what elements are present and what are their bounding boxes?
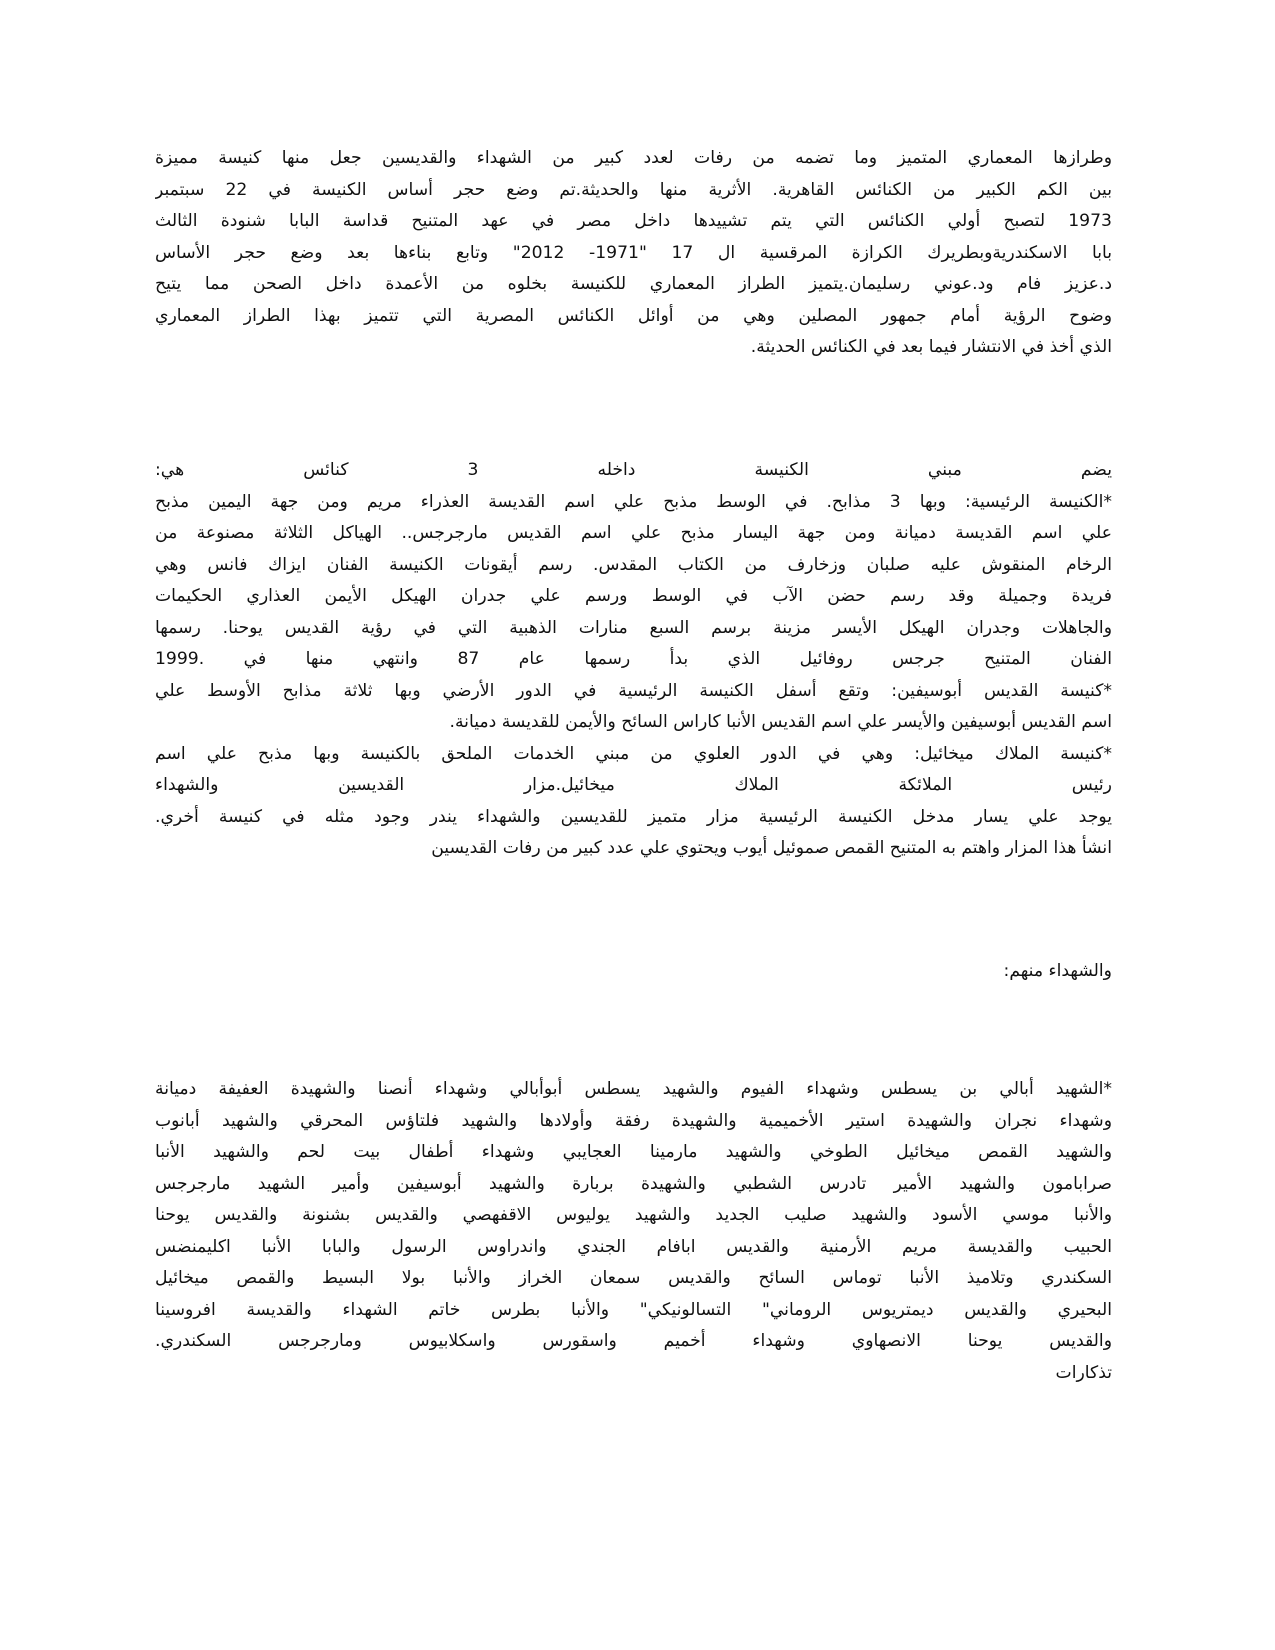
- text-line: 1973 لتصبح أولي الكنائس التي يتم تشييدها داخل مصر في عهد المتنيح قداسة البابا شنودة الثالث: [155, 211, 1112, 231]
- text-line: انشأ هذا المزار واهتم به المتنيح القمص صموئيل أيوب ويحتوي علي عدد كبير من رفات القديسين: [431, 838, 1112, 858]
- text-line: *الكنيسة الرئيسية: وبها 3 مذابح. في الوسط مذبح علي اسم القديسة العذراء مريم ومن جهة اليمين مذبح: [155, 491, 1112, 512]
- text-line: والشهيد القمص ميخائيل الطوخي والشهيد مارمينا العجايبي وشهداء أطفال بيت لحم والشهيد الأنبا: [155, 1142, 1112, 1162]
- text-line: الرخام المنقوش عليه صلبان وزخارف من الكتاب المقدس. رسم أيقونات الكنيسة الفنان ايزاك فانس وهي: [155, 554, 1112, 575]
- text-line: *الشهيد أبالي بن يسطس وشهداء الفيوم والشهيد يسطس أبوأبالي وشهداء أنصنا والشهيدة العفيفة دميانة: [155, 1079, 1112, 1099]
- text-line: والأنبا موسي الأسود والشهيد صليب الجديد والشهيد يوليوس الاقفهصي والقديس بشنونة والقديس يوحنا: [155, 1205, 1112, 1225]
- text-line: يوجد علي يسار مدخل الكنيسة الرئيسية مزار متميز للقديسين والشهداء يندر وجود مثله في كنيسة أخري.: [155, 806, 1112, 827]
- text-line: فريدة وجميلة وقد رسم حضن الآب في الوسط ورسم علي جدران الهيكل الأيمن العذاري الحكيمات: [155, 586, 1112, 606]
- text-line: والجاهلات وجدران الهيكل الأيسر مزينة برسم السبع منارات الذهبية التي في رؤية القديس يوحنا. رسمها: [155, 617, 1112, 638]
- text-line: يضم مبني الكنيسة داخله 3 كنائس هي:: [155, 460, 1112, 480]
- text-line: الذي أخذ في الانتشار فيما بعد في الكنائس الحديثة.: [750, 337, 1112, 357]
- text-line: وطرازها المعماري المتميز وما تضمه من رفات لعدد كبير من الشهداء والقديسين جعل منها كنيسة مميزة: [155, 148, 1112, 168]
- text-line: اسم القديس أبوسيفين والأيسر علي اسم القديس الأنبا كاراس السائح والأيمن للقديسة دميانة.: [449, 712, 1112, 732]
- text-line: وشهداء نجران والشهيدة استير الأخميمية والشهيدة رفقة وأولادها والشهيد فلتاؤس المحرقي والشهيد أبانوب: [155, 1110, 1112, 1131]
- text-line: وضوح الرؤية أمام جمهور المصلين وهي من أوائل الكنائس المصرية التي تتميز بهذا الطراز المعماري: [155, 305, 1112, 326]
- martyrs-paragraph: [155, 1074, 1112, 1389]
- text-line: تذكارات: [1055, 1362, 1112, 1383]
- text-line: الحبيب والقديسة مريم الأرمنية والقديس ابافام الجندي واندراوس الرسول والبابا الأنبا اكليمنضس: [155, 1236, 1112, 1257]
- text-line: الفنان المتنيح جرجس روفائيل الذي بدأ رسمها عام 87 وانتهي منها في .1999: [155, 649, 1112, 669]
- text-line: بين الكم الكبير من الكنائس القاهرية. الأثرية منها والحديثة.تم وضع حجر أساس الكنيسة في 22 سبتمبر: [155, 179, 1112, 200]
- text-line: *كنيسة القديس أبوسيفين: وتقع أسفل الكنيسة الرئيسية في الدور الأرضي وبها ثلاثة مذابح الأوسط علي: [155, 680, 1112, 701]
- text-line: السكندري وتلاميذ الأنبا توماس السائح والقديس سمعان الخراز والأنبا بولا البسيط والقمص ميخائيل: [155, 1268, 1112, 1288]
- text-line: والشهداء منهم:: [1003, 961, 1112, 981]
- text-line: *كنيسة الملاك ميخائيل: وهي في الدور العلوي من مبني الخدمات الملحق بالكنيسة وبها مذبح علي اسم: [155, 743, 1112, 764]
- text-line: رئيس الملائكة الملاك ميخائيل.مزار القديسين والشهداء: [155, 775, 1112, 795]
- text-line: صرابامون والشهيد الأمير تادرس الشطبي والشهيدة بربارة والشهيد أبوسيفين وأمير الشهيد مارجرجس: [155, 1173, 1112, 1194]
- text-line: د.عزيز فام ود.عوني رسليمان.يتميز الطراز المعماري للكنيسة بخلوه من الأعمدة داخل الصحن مما يتيح: [155, 274, 1112, 294]
- text-line: بابا الاسكندريةوبطريرك الكرازة المرقسية ال 17 "1971- 2012" وتابع بناءها بعد وضع حجر الأساس: [155, 242, 1112, 263]
- churches-paragraph: [155, 455, 1112, 865]
- text-line: علي اسم القديسة دميانة ومن جهة اليسار مذبح علي اسم القديس مارجرجس.. الهياكل الثلاثة مصنوعة من: [155, 523, 1112, 543]
- intro-paragraph: [155, 143, 1112, 364]
- text-line: البحيري والقديس ديمتريوس الروماني" التسالونيكي" والأنبا بطرس خاتم الشهداء والقديسة افروسينا: [155, 1299, 1112, 1320]
- text-line: والقديس يوحنا الانصهاوي وشهداء أخميم واسقورس واسكلابيوس ومارجرجس السكندري.: [155, 1331, 1112, 1351]
- martyrs-heading: [155, 956, 1112, 988]
